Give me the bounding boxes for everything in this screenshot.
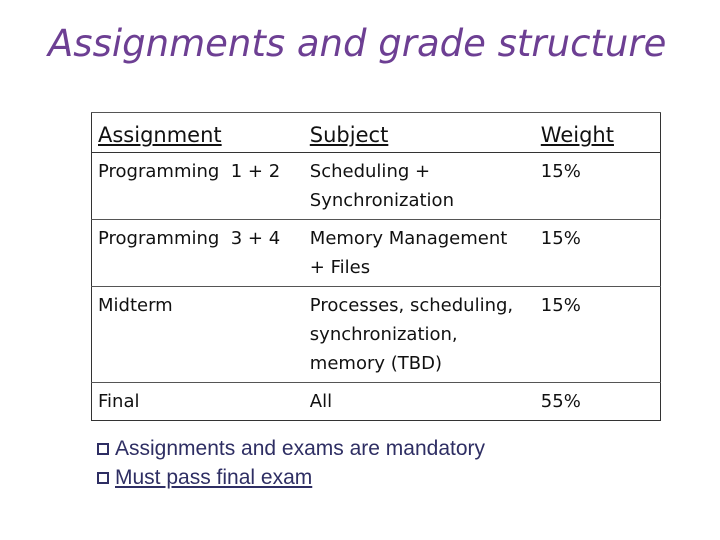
subject-line: Scheduling + bbox=[309, 161, 431, 182]
subject-line: synchronization, bbox=[309, 324, 458, 345]
subject-line: Processes, scheduling, bbox=[309, 295, 514, 316]
cell-subject bbox=[304, 383, 535, 421]
bullet-text: Assignments and exams are mandatory bbox=[115, 437, 486, 460]
table-row bbox=[92, 153, 661, 220]
checkbox-bullet-icon bbox=[97, 472, 109, 484]
slide-title: Assignments and grade structure bbox=[48, 22, 667, 65]
cell-assignment: Final bbox=[92, 383, 304, 421]
bullet-item bbox=[97, 463, 485, 492]
cell-weight: 15% bbox=[535, 153, 661, 220]
subject-line: All bbox=[309, 391, 333, 412]
cell-assignment: Programming 1 + 2 bbox=[92, 153, 304, 220]
header-weight: Weight bbox=[535, 113, 661, 153]
cell-subject bbox=[304, 153, 535, 220]
cell-assignment: Midterm bbox=[92, 287, 304, 383]
cell-weight: 15% bbox=[535, 220, 661, 287]
bullet-link[interactable]: Must pass final exam bbox=[115, 466, 313, 489]
table-header-row bbox=[92, 113, 661, 153]
bullet-item bbox=[97, 434, 485, 463]
cell-weight: 55% bbox=[535, 383, 661, 421]
subject-line: Synchronization bbox=[309, 190, 454, 211]
table-row bbox=[92, 383, 661, 421]
table-row bbox=[92, 220, 661, 287]
header-subject: Subject bbox=[304, 113, 535, 153]
subject-line: Memory Management bbox=[309, 228, 508, 249]
header-assignment: Assignment bbox=[92, 113, 304, 153]
subject-line: memory (TBD) bbox=[309, 353, 442, 374]
grade-table bbox=[91, 112, 661, 421]
subject-line: + Files bbox=[309, 257, 371, 278]
checkbox-bullet-icon bbox=[97, 443, 109, 455]
bullet-list bbox=[97, 434, 485, 492]
cell-weight: 15% bbox=[535, 287, 661, 383]
cell-subject bbox=[304, 220, 535, 287]
table-row bbox=[92, 287, 661, 383]
cell-assignment: Programming 3 + 4 bbox=[92, 220, 304, 287]
cell-subject bbox=[304, 287, 535, 383]
